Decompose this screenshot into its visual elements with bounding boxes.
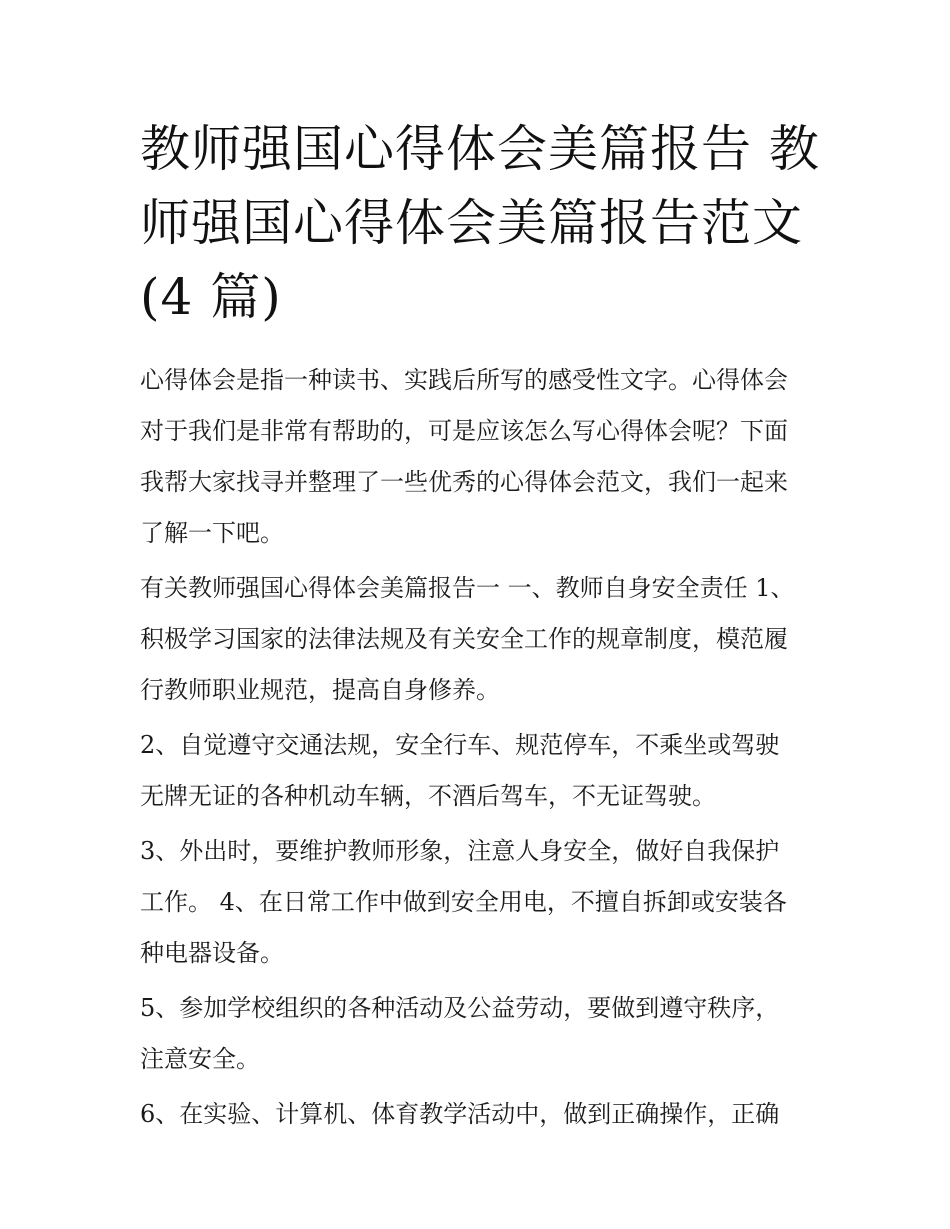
text-line: 注意安全。 [140,1045,260,1073]
text-line: 6、在实验、计算机、体育教学活动中，做到正确操作，正确 [140,1100,780,1128]
document-body [140,355,830,1144]
paragraph-item-5 [140,983,830,1085]
text-line: 无牌无证的各种机动车辆，不酒后驾车，不无证驾驶。 [140,782,716,810]
title-line: (4 篇) [140,268,282,326]
title-line: 教师强国心得体会美篇报告 教 [140,120,820,178]
text-line: 5、参加学校组织的各种活动及公益劳动，要做到遵守秩序， [140,994,780,1022]
text-line: 了解一下吧。 [140,519,284,547]
text-line: 2、自觉遵守交通法规，安全行车、规范停车，不乘坐或驾驶 [140,731,780,759]
paragraph-item-3-4 [140,826,830,979]
text-line: 3、外出时，要维护教师形象，注意人身安全，做好自我保护 [140,837,780,865]
text-line: 对于我们是非常有帮助的，可是应该怎么写心得体会呢？下面 [140,417,788,445]
paragraph-item-6 [140,1089,830,1140]
text-line: 积极学习国家的法律法规及有关安全工作的规章制度，模范履 [140,625,788,653]
text-line: 工作。 4、在日常工作中做到安全用电，不擅自拆卸或安装各 [140,888,787,916]
document-title [140,112,820,334]
paragraph-item-1 [140,563,830,716]
paragraph-item-2 [140,720,830,822]
text-line: 我帮大家找寻并整理了一些优秀的心得体会范文，我们一起来 [140,468,788,496]
text-line: 心得体会是指一种读书、实践后所写的感受性文字。心得体会 [140,366,788,394]
paragraph-intro [140,355,830,559]
title-line: 师强国心得体会美篇报告范文 [140,194,803,252]
text-line: 种电器设备。 [140,939,284,967]
text-line: 有关教师强国心得体会美篇报告一 一、教师自身安全责任 1、 [140,574,795,602]
text-line: 行教师职业规范，提高自身修养。 [140,676,500,704]
